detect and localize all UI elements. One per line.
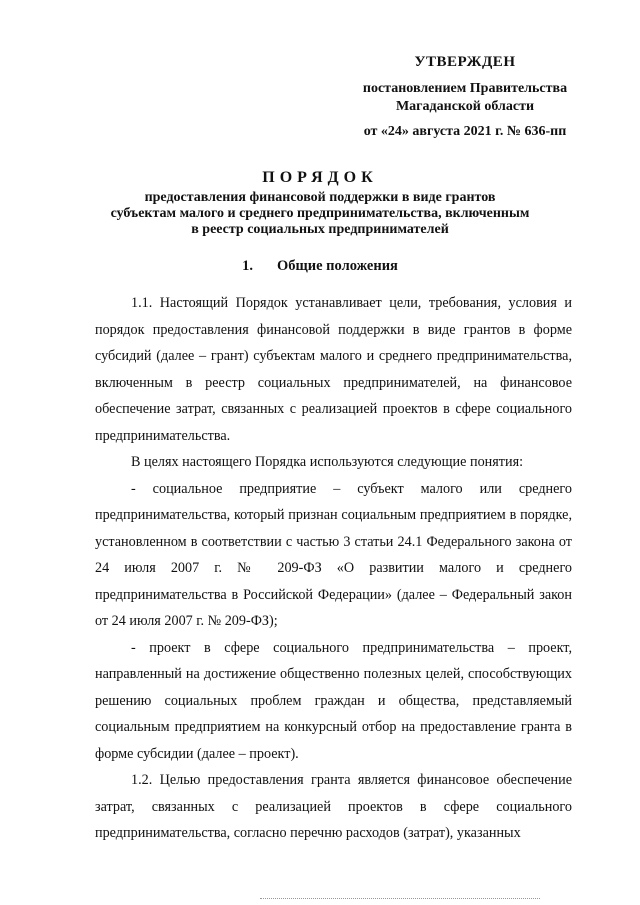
paragraph-1-2: 1.2. Целью предоставления гранта является финансовое обеспечение затрат, связанных с реализацией проектов в сфере социального предпринимательства, согласно перечню расходов (затрат), указанных [95, 772, 572, 841]
subtitle-line-3: в реестр социальных предпринимателей [191, 222, 449, 237]
paragraph-definition-social-enterprise: - социальное предприятие – субъект малого или среднего предпринимательства, который признан социальным предприятием в порядке, установленном в соответствии с частью 3 статьи 24.1 Федерального закона от 24 июля 2007 г. № 209-ФЗ «О развитии малого и среднего предпринимательства в Российской Федерации» (далее – Федеральный закон от 24 июля 2007 г. № 209-ФЗ); [95, 480, 572, 629]
section-number: 1. [242, 258, 253, 274]
paragraph-definitions-intro: В целях настоящего Порядка используются следующие понятия: [131, 454, 524, 470]
document-title: ПОРЯДОК [262, 169, 378, 186]
approval-block [330, 53, 600, 141]
paragraph-1-1: 1.1. Настоящий Порядок устанавливает цели, требования, условия и порядок предоставления финансовой поддержки в виде грантов в форме субсидий (далее – грант) субъектам малого и среднего предпринимательства, включенным в реестр социальных предпринимателей, на финансовое обеспечение затрат, связанных с реализацией проектов в сфере социального предпринимательства. [95, 295, 572, 444]
subtitle-line-2: субъектам малого и среднего предпринимательства, включенным [110, 206, 530, 221]
bottom-divider [260, 898, 540, 899]
section-title: Общие положения [276, 258, 398, 274]
body-text [95, 290, 572, 847]
document-subtitle [60, 190, 580, 238]
subtitle-line-1: предоставления финансовой поддержки в виде грантов [144, 190, 496, 205]
approval-date: от «24» августа 2021 г. № 636-пп [363, 124, 567, 139]
paragraph-definition-project: - проект в сфере социального предпринимательства – проект, направленный на достижение общественно полезных целей, способствующих решению социальных проблем граждан и общества, представляемый социальным предприятием на конкурсный отбор на предоставление гранта в форме субсидии (далее – проект). [95, 639, 572, 762]
approval-line-1: постановлением Правительства [362, 81, 568, 96]
approval-line-2: Магаданской области [395, 99, 535, 114]
section-heading [0, 258, 640, 275]
approval-title: УТВЕРЖДЕН [414, 54, 516, 70]
